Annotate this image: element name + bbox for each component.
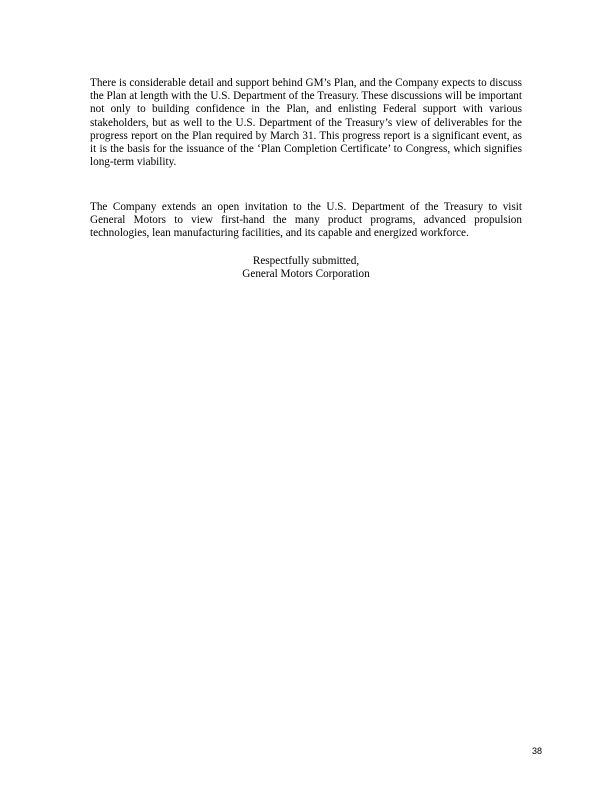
signature-block (90, 255, 522, 281)
paragraph-plan-detail: There is considerable detail and support behind GM’s Plan, and the Company expects to discuss the Plan at length with the U.S. Department of the Treasury. These discussions will be important not only to building confidence in the Plan, and enlisting Federal support with various stakeholders, but as well to the U.S. Department of the Treasury’s view of deliverables for the progress report on the Plan required by March 31. This progress report is a significant event, as it is the basis for the issuance of the ‘Plan Completion Certificate’ to Congress, which signifies long-term viability. (90, 77, 522, 169)
page-number: 38 (531, 746, 542, 756)
closing-line: Respectfully submitted, (252, 255, 360, 267)
paragraph-invitation: The Company extends an open invitation to the U.S. Department of the Treasury to visit General Motors to view first-hand the many product programs, advanced propulsion technologies, lean manufacturing facilities, and its capable and energized workforce. (90, 201, 522, 240)
signatory-name: General Motors Corporation (242, 268, 370, 281)
